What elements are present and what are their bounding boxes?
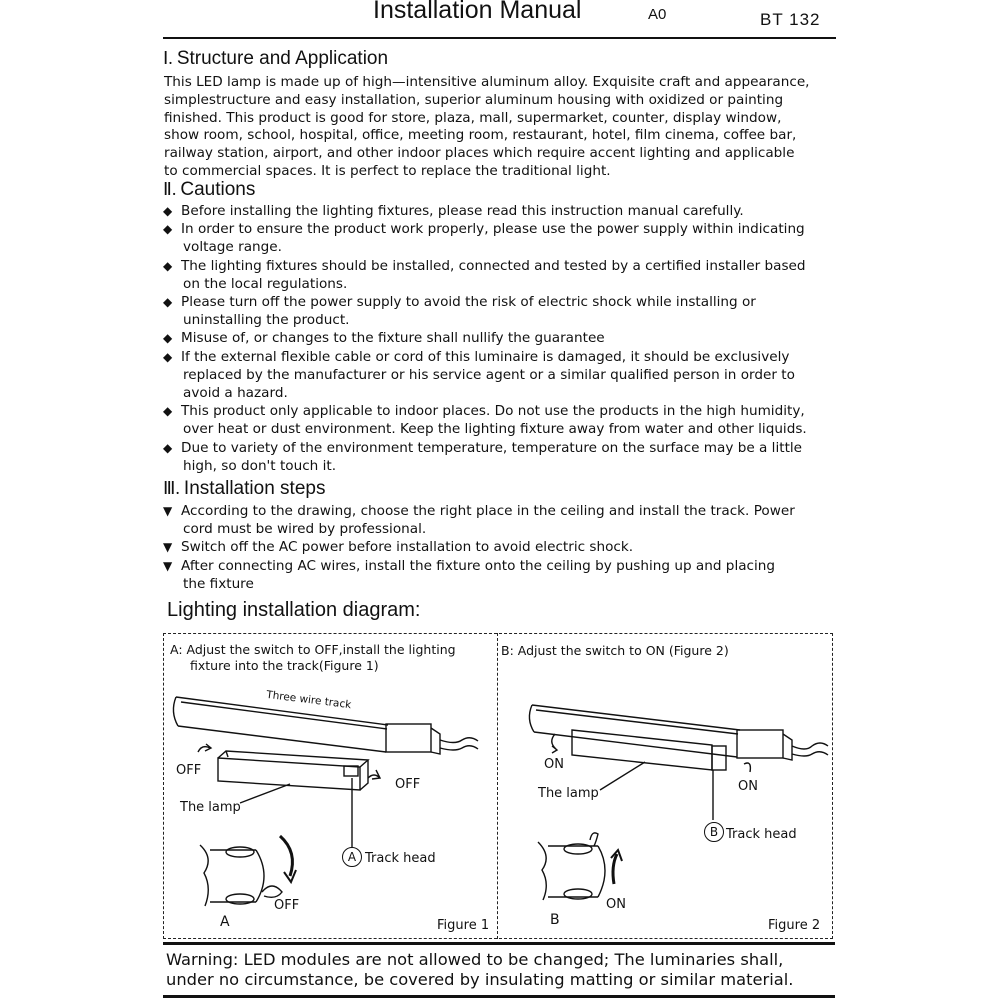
step-item: ▼ After connecting AC wires, install the fixture onto the ceiling by pushing up and placing the fixture [163,557,776,592]
warning-text [166,950,846,990]
section-2-number: Ⅱ. [163,179,177,199]
three-wire-track-b [529,705,828,760]
caution-item: ◆ Due to variety of the environment temperature, temperature on the surface may be a little high, so don't touch it. [163,439,803,474]
step-item: ▼ According to the drawing, choose the right place in the ceiling and install the track. Power cord must be wired by professional. [163,503,795,538]
diamond-bullet-icon: ◆ [163,204,173,218]
body-line: simplestructure and easy installation, superior aluminum housing with oxidized or painting [164,91,784,108]
warning-top-rule [163,942,835,945]
model-number: BT 132 [760,10,821,29]
warning-line: Warning: LED modules are not allowed to be changed; The luminaries shall, [166,950,784,969]
diamond-bullet-icon: ◆ [163,440,173,455]
rotate-arrow-icon [552,734,751,772]
triangle-bullet-icon: ▼ [163,540,173,555]
warning-bottom-rule [163,995,835,998]
caution-item: ◆ The lighting fixtures should be installed, connected and tested by a certified installer based on the local regulations. [163,257,806,292]
caution-item: ◆ In order to ensure the product work properly, please use the power supply within indicating voltage range. [163,221,805,256]
triangle-bullet-icon: ▼ [163,558,173,573]
figure-1-label: Figure 1 [437,918,490,933]
on-label: ON [544,757,564,772]
section-1-title: Structure and Application [176,48,389,69]
off-label: OFF [395,777,421,792]
rotate-arrow-icon [198,744,380,779]
body-line: This LED lamp is made up of high—intensitive aluminum alloy. Exquisite craft and appearance, [164,74,810,90]
diamond-bullet-icon: ◆ [163,222,173,237]
warning-line: under no circumstance, be covered by insulating matting or similar material. [166,970,794,989]
figure-2-label: Figure 2 [768,918,821,933]
diamond-bullet-icon: ◆ [163,295,173,310]
panel-b-letter: B [550,912,560,928]
section-3-number: Ⅲ. [163,478,180,498]
caution-item: ◆ Please turn off the power supply to avoid the risk of electric shock while installing or uninstalling the product. [163,294,756,329]
body-line: to commercial spaces. It is perfect to replace the traditional light. [164,162,611,179]
off-label: OFF [274,898,300,913]
marker-a: A [342,847,362,867]
diagram-title: Lighting installation diagram: [167,599,421,621]
panel-a-letter: A [220,914,230,930]
lamp-body-b [572,730,726,770]
body-line: finished. This product is good for store, plaza, mall, supermarket, counter, display window, [164,109,782,126]
document-code: A0 [648,6,667,23]
panel-a-caption-line2: fixture into the track(Figure 1) [190,658,379,673]
document-title: Installation Manual [373,0,582,24]
caution-item: ◆ Misuse of, or changes to the fixture shall nullify the guarantee [163,330,605,347]
caution-item: ◆ This product only applicable to indoor places. Do not use the products in the high humidity, over heat or dust environment. Keep the lighting fixture away from water and other liquids. [163,403,807,438]
diamond-bullet-icon: ◆ [163,258,173,273]
panel-a-caption-line1: A: Adjust the switch to OFF,install the lighting [170,642,456,657]
lamp-label-b: The lamp [538,786,599,801]
section-2-title: Cautions [180,179,256,200]
caution-item: ◆ Before installing the lighting fixtures, please read this instruction manual carefully. [163,203,744,219]
on-label: ON [606,897,626,912]
body-line: show room, school, hospital, office, meeting room, restaurant, hotel, film cinema, coffee bar, [164,127,797,144]
diamond-bullet-icon: ◆ [163,349,173,364]
track-head-label-b: Track head [726,827,797,842]
track-head-label-a: Track head [365,851,436,866]
track-head-detail-a [200,836,296,906]
section-3-title: Installation steps [183,478,326,499]
track-head-detail-b [538,833,622,900]
panel-b-caption: B: Adjust the switch to ON (Figure 2) [501,643,729,658]
track-label-a: Three wire track [265,688,352,712]
diamond-bullet-icon: ◆ [163,331,173,346]
caution-item: ◆ If the external flexible cable or cord of this luminaire is damaged, it should be exclusively replaced by the manufacturer or his service agent or a similar qualified person in order to avoid a hazard. [163,348,795,402]
lamp-label-a: The lamp [180,800,241,815]
body-line: railway station, airport, and other indoor places which require accent lighting and applicable [164,145,795,162]
lamp-body-a [218,751,368,790]
triangle-bullet-icon: ▼ [163,504,173,518]
marker-b: B [704,822,724,842]
off-label: OFF [176,763,202,778]
step-item: ▼ Switch off the AC power before installation to avoid electric shock. [163,539,634,556]
section-1-number: Ⅰ. [163,48,173,68]
diamond-bullet-icon: ◆ [163,404,173,419]
on-label: ON [738,779,758,794]
